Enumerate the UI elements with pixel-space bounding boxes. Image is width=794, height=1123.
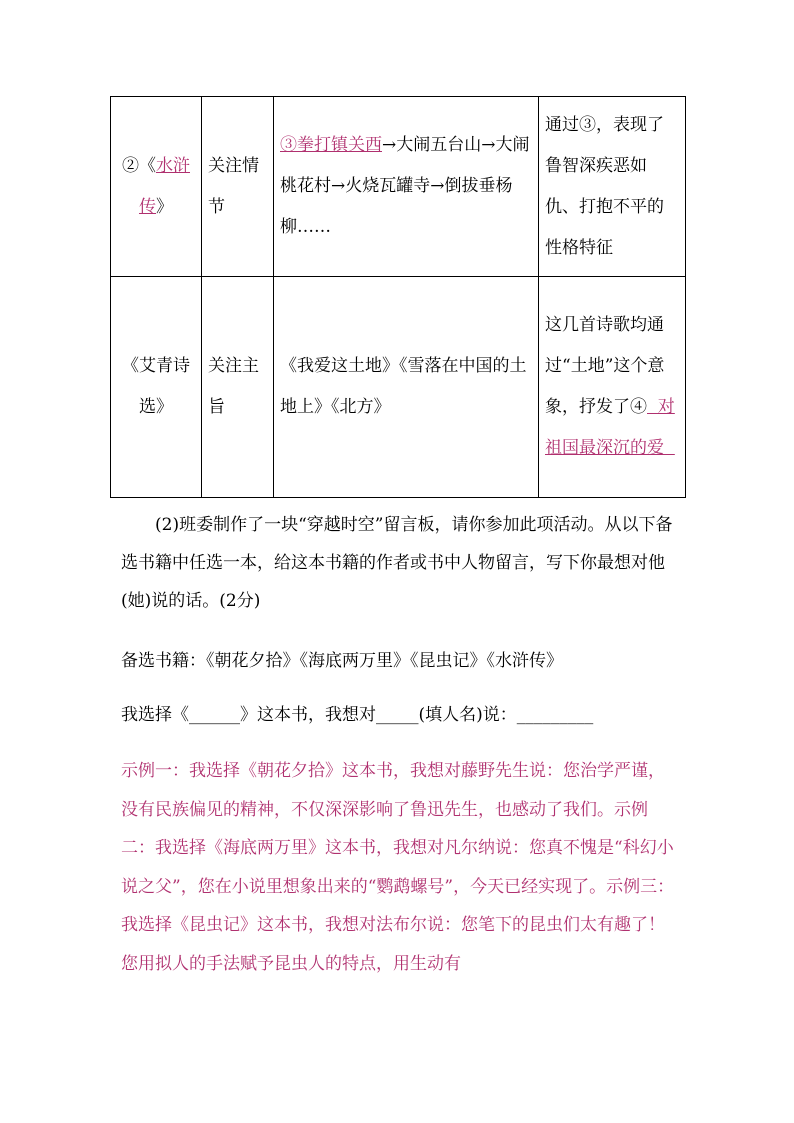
book-cell: 《艾青诗选》 — [111, 277, 202, 498]
plot-cell — [274, 97, 539, 277]
plot-answer: ③拳打镇关西 — [280, 135, 382, 155]
options-line: 备选书籍：《朝花夕拾》《海底两万里》《昆虫记》《水浒传》 — [121, 651, 563, 671]
focus-cell: 关注情节 — [202, 97, 274, 277]
effect-cell: 通过③，表现了鲁智深疾恶如仇、打抱不平的性格特征 — [539, 97, 686, 277]
book-suffix: 》 — [156, 196, 173, 217]
effect-answer: 对祖国最深沉的爱 — [545, 397, 675, 458]
reading-table — [110, 96, 686, 498]
question-text: (2)班委制作了一块“穿越时空”留言板，请你参加此项活动。从以下备选书籍中任选一本，给这本书籍的作者或书中人物留言，写下你最想对他(她)说的话。(2分) — [121, 515, 673, 611]
effect-cell — [539, 277, 686, 498]
book-prefix: ②《 — [122, 155, 156, 176]
table-row — [111, 277, 686, 498]
plot-rest: →大闹五台山→大闹桃花村→火烧瓦罐寺→倒拔垂杨柳…… — [280, 135, 530, 237]
poems-cell: 《我爱这土地》《雪落在中国的土地上》《北方》 — [274, 277, 539, 498]
effect-text: 这几首诗歌均通过“土地”这个意象，抒发了④ — [545, 315, 665, 417]
choose-line: 我选择《______》这本书，我想对_____(填人名)说：_________ — [121, 705, 594, 725]
answer-text: 示例一：我选择《朝花夕拾》这本书，我想对藤野先生说：您治学严谨，没有民族偏见的精神，不仅深深影响了鲁迅先生，也感动了我们。示例二：我选择《海底两万里》这本书，我想对凡尔纳说：您真不愧是“科幻小说之父”，您在小说里想象出来的“鹦鹉螺号”，今天已经实现了。示例三：我选择《昆虫记》这本书，我想对法布尔说：您笔下的昆虫们太有趣了！您用拟人的手法赋予昆虫人的特点，用生动有 — [121, 761, 675, 974]
focus-cell: 关注主旨 — [202, 277, 274, 498]
book-title-answer: 水浒传 — [139, 155, 190, 217]
book-cell — [111, 97, 202, 277]
table-row — [111, 97, 686, 277]
